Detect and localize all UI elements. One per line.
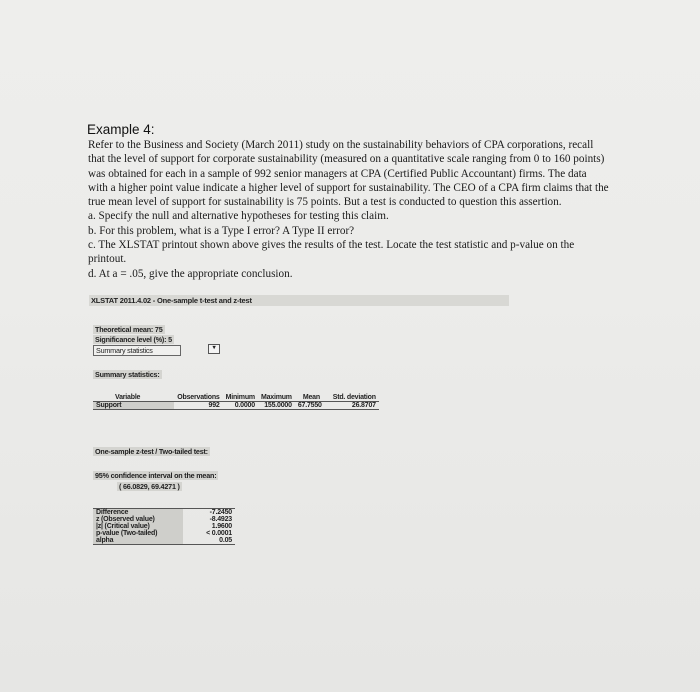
result-value: 0.05 [219, 537, 232, 544]
problem-text [88, 138, 688, 281]
col-variable: Variable [115, 394, 141, 401]
result-value: < 0.0001 [206, 530, 232, 537]
table-row [93, 402, 379, 410]
table-row [93, 523, 235, 530]
table-row [93, 537, 235, 545]
result-value: 1.9600 [211, 523, 232, 530]
question-b: b. For this problem, what is a Type I error? A Type II error? [88, 224, 355, 237]
paragraph-line: true mean level of support for sustainability is 75 points. But a test is conducted to question this assertion. [88, 196, 562, 209]
table-row [93, 516, 235, 523]
result-label: alpha [93, 537, 183, 545]
xlstat-printout [89, 295, 509, 544]
table-row [93, 509, 235, 517]
summary-select[interactable] [93, 345, 181, 356]
printout-header: XLSTAT 2011.4.02 - One-sample t-test and z-test [89, 295, 509, 306]
question-c-cont: printout. [88, 253, 127, 266]
paragraph-line: that the level of support for corporate sustainability (measured on a quantitative scale ranging from 0 to 160 points) [88, 153, 605, 166]
test-title-text: One-sample z-test / Two-tailed test: [95, 447, 208, 456]
ci-title: 95% confidence interval on the mean: [95, 471, 217, 480]
col-maximum: Maximum [260, 394, 292, 401]
result-label: |z| (Critical value) [93, 523, 183, 530]
col-std: Std. deviation [332, 394, 376, 401]
cell-std: 26.8707 [351, 402, 376, 409]
result-label: Difference [93, 509, 183, 517]
question-d: d. At a = .05, give the appropriate conclusion. [88, 267, 293, 280]
col-mean: Mean [302, 394, 320, 401]
summary-select-label: Summary statistics [96, 346, 153, 355]
ci-block [93, 471, 218, 491]
summary-table [93, 394, 379, 410]
test-title [93, 447, 210, 456]
significance-level: Significance level (%): 5 [95, 335, 172, 344]
test-settings [93, 325, 181, 356]
paragraph-line: was obtained for each in a sample of 992 senior managers at CPA (Certified Public Accountant) firms. The data [88, 167, 587, 180]
result-value: -7.2450 [209, 509, 232, 516]
dropdown-toggle-icon[interactable]: ▾ [208, 344, 220, 354]
result-value: -8.4923 [209, 516, 232, 523]
example-title: Example 4: [87, 122, 155, 137]
table-row [93, 530, 235, 537]
cell-observations: 992 [208, 402, 220, 409]
ci-value: ( 66.0829, 69.4271 ) [119, 482, 180, 491]
paragraph-line: Refer to the Business and Society (March 2011) study on the sustainability behaviors of CPA corporations, recall [88, 139, 594, 151]
question-c: c. The XLSTAT printout shown above gives the results of the test. Locate the test statistic and p-value on the [88, 239, 575, 252]
col-observations: Observations [177, 394, 220, 401]
col-minimum: Minimum [225, 394, 255, 401]
summary-title-text: Summary statistics: [95, 370, 160, 379]
question-a: a. Specify the null and alternative hypotheses for testing this claim. [88, 210, 389, 223]
summary-title [93, 370, 162, 379]
cell-minimum: 0.0000 [234, 402, 255, 409]
result-label: z (Observed value) [93, 516, 183, 523]
summary-header-row [93, 394, 379, 402]
cell-mean: 67.7550 [297, 402, 322, 409]
theoretical-mean: Theoretical mean: 75 [95, 325, 163, 334]
result-label: p-value (Two-tailed) [93, 530, 183, 537]
results-table [93, 508, 235, 545]
cell-variable: Support [93, 402, 174, 410]
paragraph-line: with a higher point value indicate a higher level of support for sustainability. The CEO of a CPA firm claims that the [88, 181, 609, 194]
cell-maximum: 155.0000 [264, 402, 292, 409]
